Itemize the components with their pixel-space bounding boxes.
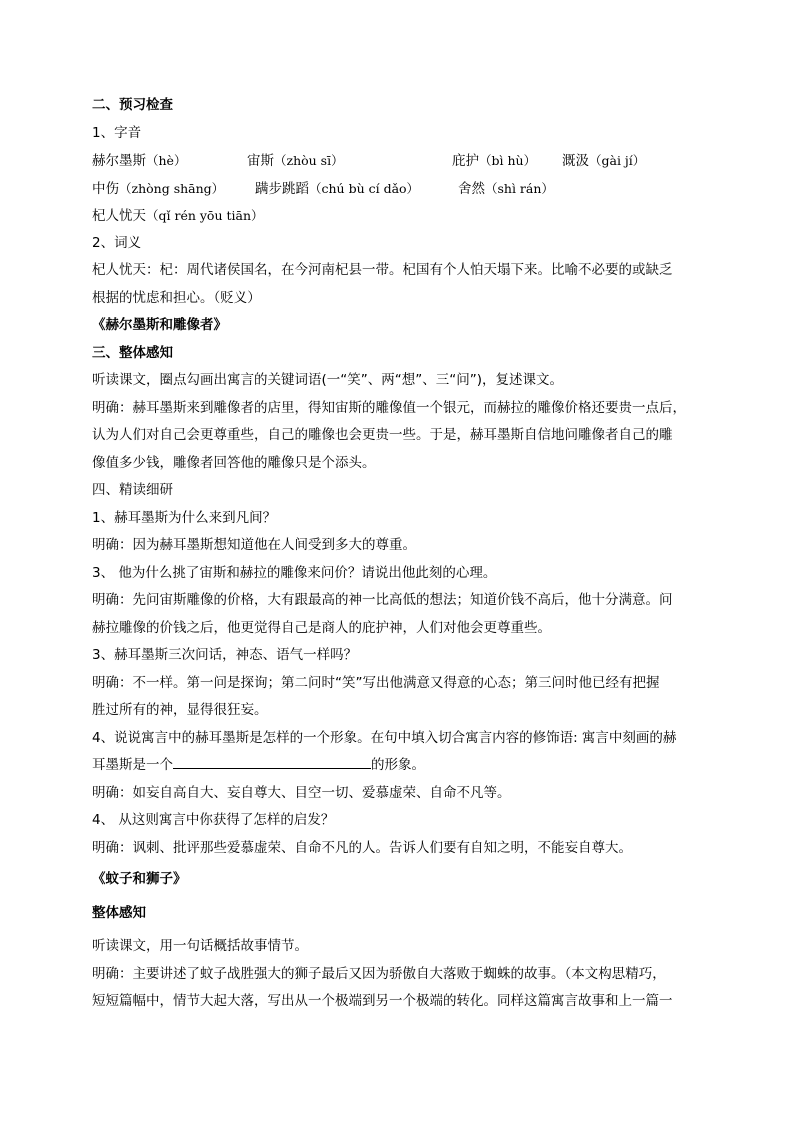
answer-line: 明确：主要讲述了蚊子战胜强大的狮子最后又因为骄傲自大落败于蜘蛛的故事。（本文构思精巧， bbox=[92, 965, 666, 982]
pron-item: 杞人忧天（qǐ rén yōu tiān） bbox=[92, 208, 264, 224]
pron-item: 庇护（bì hù） bbox=[452, 153, 537, 169]
meaning-line: 杞人忧天：杞：周代诸侯国名，在今河南杞县一带。杞国有个人怕天塌下来。比喻不必要的或缺乏 bbox=[92, 262, 673, 278]
pron-item: 蹒步跳蹈（chú bù cí dǎo） bbox=[255, 180, 420, 197]
answer-line: 明确：赫耳墨斯来到雕像者的店里，得知宙斯的雕像值一个银元，而赫拉的雕像价格还要贵一点后， bbox=[92, 399, 686, 416]
answer-line: 赫拉雕像的价钱之后，他更觉得自己是商人的庇护神，人们对他会更尊重些。 bbox=[92, 619, 551, 636]
section-heading-overall: 三、整体感知 bbox=[92, 344, 173, 361]
question-text: 的形象。 bbox=[371, 757, 425, 773]
answer-line: 明确：如妄自高自大、妄自尊大、目空一切、爱慕虚荣、自命不凡等。 bbox=[92, 784, 511, 801]
question-line: 3、 他为什么挑了宙斯和赫拉的雕像来问价？请说出他此刻的心理。 bbox=[92, 564, 497, 581]
answer-line: 认为人们对自己会更尊重些，自己的雕像也会更贵一些。于是，赫耳墨斯自信地问雕像者自己的雕 bbox=[92, 427, 673, 443]
answer-line: 明确：讽刺、批评那些爱慕虚荣、自命不凡的人。告诉人们要有自知之明，不能妄自尊大。 bbox=[92, 839, 632, 856]
question-text: 耳墨斯是一个 bbox=[92, 757, 173, 773]
meaning-line: 根据的忧虑和担心。（贬义） bbox=[92, 289, 261, 306]
pron-item: 溉汲（gài jí） bbox=[562, 153, 646, 169]
question-line-with-blank bbox=[92, 752, 704, 780]
pron-item: 赫尔墨斯（hè） bbox=[92, 153, 187, 169]
answer-line: 短短篇幅中，情节大起大落，写出从一个极端到另一个极端的转化。同样这篇寓言故事和上一篇一 bbox=[92, 993, 673, 1009]
pron-item: 宙斯（zhòu sī） bbox=[247, 153, 344, 169]
answer-line: 明确：先问宙斯雕像的价格，大有跟最高的神一比高低的想法；知道价钱不高后，他十分满意。问 bbox=[92, 592, 673, 608]
task-line: 听读课文，用一句话概括故事情节。 bbox=[92, 938, 308, 954]
pron-item: 舍然（shì rán） bbox=[458, 180, 554, 197]
fill-in-blank[interactable] bbox=[173, 754, 371, 769]
question-line: 4、 从这则寓言中你获得了怎样的启发？ bbox=[92, 812, 335, 828]
section-heading-preview-check: 二、预习检查 bbox=[92, 97, 173, 113]
pronunciation-row-3 bbox=[92, 202, 704, 230]
question-line: 1、赫耳墨斯为什么来到凡间？ bbox=[92, 509, 277, 526]
section-heading-overall-2: 整体感知 bbox=[92, 904, 146, 921]
pronunciation-row-1 bbox=[92, 147, 704, 175]
pronunciation-row-2 bbox=[92, 175, 704, 203]
subsection-pronunciation: 1、字音 bbox=[92, 124, 142, 141]
fable-title-mosquito: 《蚊子和狮子》 bbox=[92, 871, 187, 887]
subsection-meaning: 2、词义 bbox=[92, 234, 142, 251]
answer-line: 胜过所有的神，显得很狂妄。 bbox=[92, 702, 268, 718]
answer-line: 明确：不一样。第一问是探询；第二问时“笑”写出他满意又得意的心态；第三问时他已经有把握 bbox=[92, 674, 660, 691]
question-line: 3、赫耳墨斯三次问话，神态、语气一样吗？ bbox=[92, 647, 358, 663]
fable-title-hermes: 《赫尔墨斯和雕像者》 bbox=[92, 317, 227, 333]
answer-line: 明确：因为赫耳墨斯想知道他在人间受到多大的尊重。 bbox=[92, 537, 416, 553]
question-line: 4、说说寓言中的赫耳墨斯是怎样的一个形象。在句中填入切合寓言内容的修饰语: 寓言中刻画的赫 bbox=[92, 729, 677, 746]
answer-line: 像值多少钱，雕像者回答他的雕像只是个添头。 bbox=[92, 454, 376, 471]
document-page bbox=[92, 92, 704, 1016]
task-line: 听读课文，圈点勾画出寓言的关键词语(一“笑”、两“想”、三“问”)，复述课文。 bbox=[92, 372, 563, 388]
section-heading-close-reading: 四、精读细研 bbox=[92, 482, 173, 498]
pron-item: 中伤（zhòng shāng） bbox=[92, 180, 225, 197]
